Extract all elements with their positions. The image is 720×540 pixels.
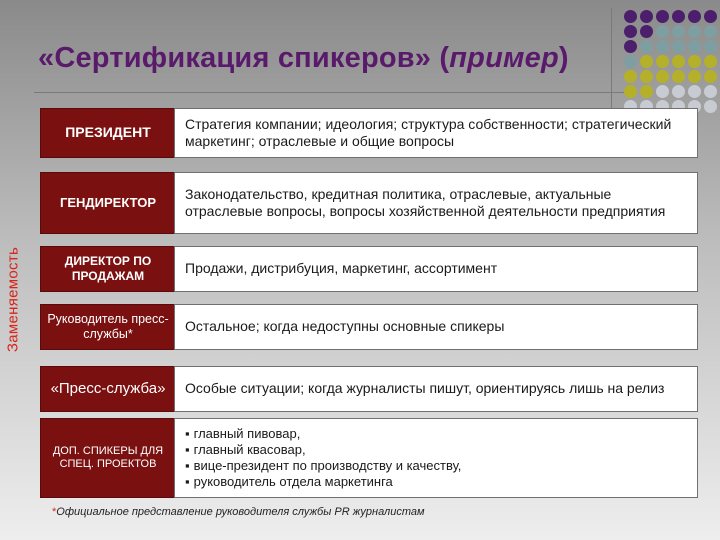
list-item: ▪ главный квасовар, bbox=[185, 442, 461, 458]
list-item: ▪ главный пивовар, bbox=[185, 426, 461, 442]
role-gendirector: ГЕНДИРЕКТОР bbox=[40, 172, 176, 234]
decor-dot bbox=[672, 25, 685, 38]
decor-dot bbox=[704, 85, 717, 98]
decor-dot bbox=[672, 70, 685, 83]
list-item: ▪ вице-президент по производству и качеству, bbox=[185, 458, 461, 474]
role-president-desc: Стратегия компании; идеология; структура собственности; стратегический маркетинг; отраслевые и общие вопросы bbox=[174, 108, 698, 158]
footnote-star: * bbox=[52, 506, 57, 518]
decor-dot bbox=[688, 55, 701, 68]
title-close: ) bbox=[558, 42, 569, 74]
footnote-text: Официальное представление руководителя службы PR журналистам bbox=[56, 506, 425, 518]
decor-dot bbox=[656, 25, 669, 38]
decor-dot bbox=[704, 10, 717, 23]
decor-dot bbox=[656, 55, 669, 68]
title-main: «Сертификация спикеров» ( bbox=[38, 42, 450, 74]
decor-dot bbox=[656, 70, 669, 83]
decor-dot bbox=[704, 70, 717, 83]
role-extra-speakers-desc bbox=[174, 418, 698, 498]
decor-dot bbox=[688, 10, 701, 23]
page-title bbox=[38, 42, 569, 75]
decor-dot bbox=[688, 85, 701, 98]
decor-dot bbox=[640, 70, 653, 83]
decor-dot bbox=[624, 85, 637, 98]
role-gendirector-desc: Законодательство, кредитная политика, отраслевые, актуальные отраслевые вопросы, вопросы хозяйственной деятельности предприятия bbox=[174, 172, 698, 234]
title-italic: пример bbox=[449, 42, 559, 74]
role-sales-director: ДИРЕКТОР ПО ПРОДАЖАМ bbox=[40, 246, 176, 292]
decor-dot bbox=[640, 10, 653, 23]
decor-dot bbox=[640, 40, 653, 53]
role-press-head-desc: Остальное; когда недоступны основные спикеры bbox=[174, 304, 698, 350]
decor-dot bbox=[624, 40, 637, 53]
decor-dot bbox=[656, 10, 669, 23]
decor-dot bbox=[688, 25, 701, 38]
decor-dot bbox=[624, 70, 637, 83]
decor-dot bbox=[624, 25, 637, 38]
decor-dot bbox=[672, 85, 685, 98]
list-item: ▪ руководитель отдела маркетинга bbox=[185, 474, 461, 490]
decor-dot bbox=[688, 40, 701, 53]
role-president: ПРЕЗИДЕНТ bbox=[40, 108, 176, 158]
decor-dot bbox=[624, 55, 637, 68]
decor-dot bbox=[672, 40, 685, 53]
role-press-service: «Пресс-служба» bbox=[40, 366, 176, 412]
decor-dot-grid bbox=[624, 10, 720, 116]
role-press-service-desc: Особые ситуации; когда журналисты пишут, ориентируясь лишь на релиз bbox=[174, 366, 698, 412]
decor-dot bbox=[672, 10, 685, 23]
decor-dot bbox=[704, 55, 717, 68]
role-extra-speakers: ДОП. СПИКЕРЫ ДЛЯ СПЕЦ. ПРОЕКТОВ bbox=[40, 418, 176, 498]
decor-dot bbox=[640, 25, 653, 38]
decor-dot bbox=[640, 85, 653, 98]
decor-dot bbox=[656, 40, 669, 53]
decor-dot bbox=[704, 40, 717, 53]
decor-dot bbox=[640, 55, 653, 68]
role-sales-director-desc: Продажи, дистрибуция, маркетинг, ассортимент bbox=[174, 246, 698, 292]
replaceability-label: Заменяемость bbox=[4, 246, 22, 353]
decor-dot bbox=[672, 55, 685, 68]
decor-dot bbox=[656, 85, 669, 98]
decor-dot bbox=[688, 70, 701, 83]
extra-speakers-list bbox=[185, 426, 461, 491]
title-underline bbox=[34, 92, 624, 93]
decor-dot bbox=[704, 25, 717, 38]
decor-dot bbox=[624, 10, 637, 23]
footnote bbox=[52, 506, 425, 518]
decor-vertical-line bbox=[611, 8, 612, 120]
role-press-head: Руководитель пресс-службы* bbox=[40, 304, 176, 350]
decor-dot bbox=[704, 100, 717, 113]
